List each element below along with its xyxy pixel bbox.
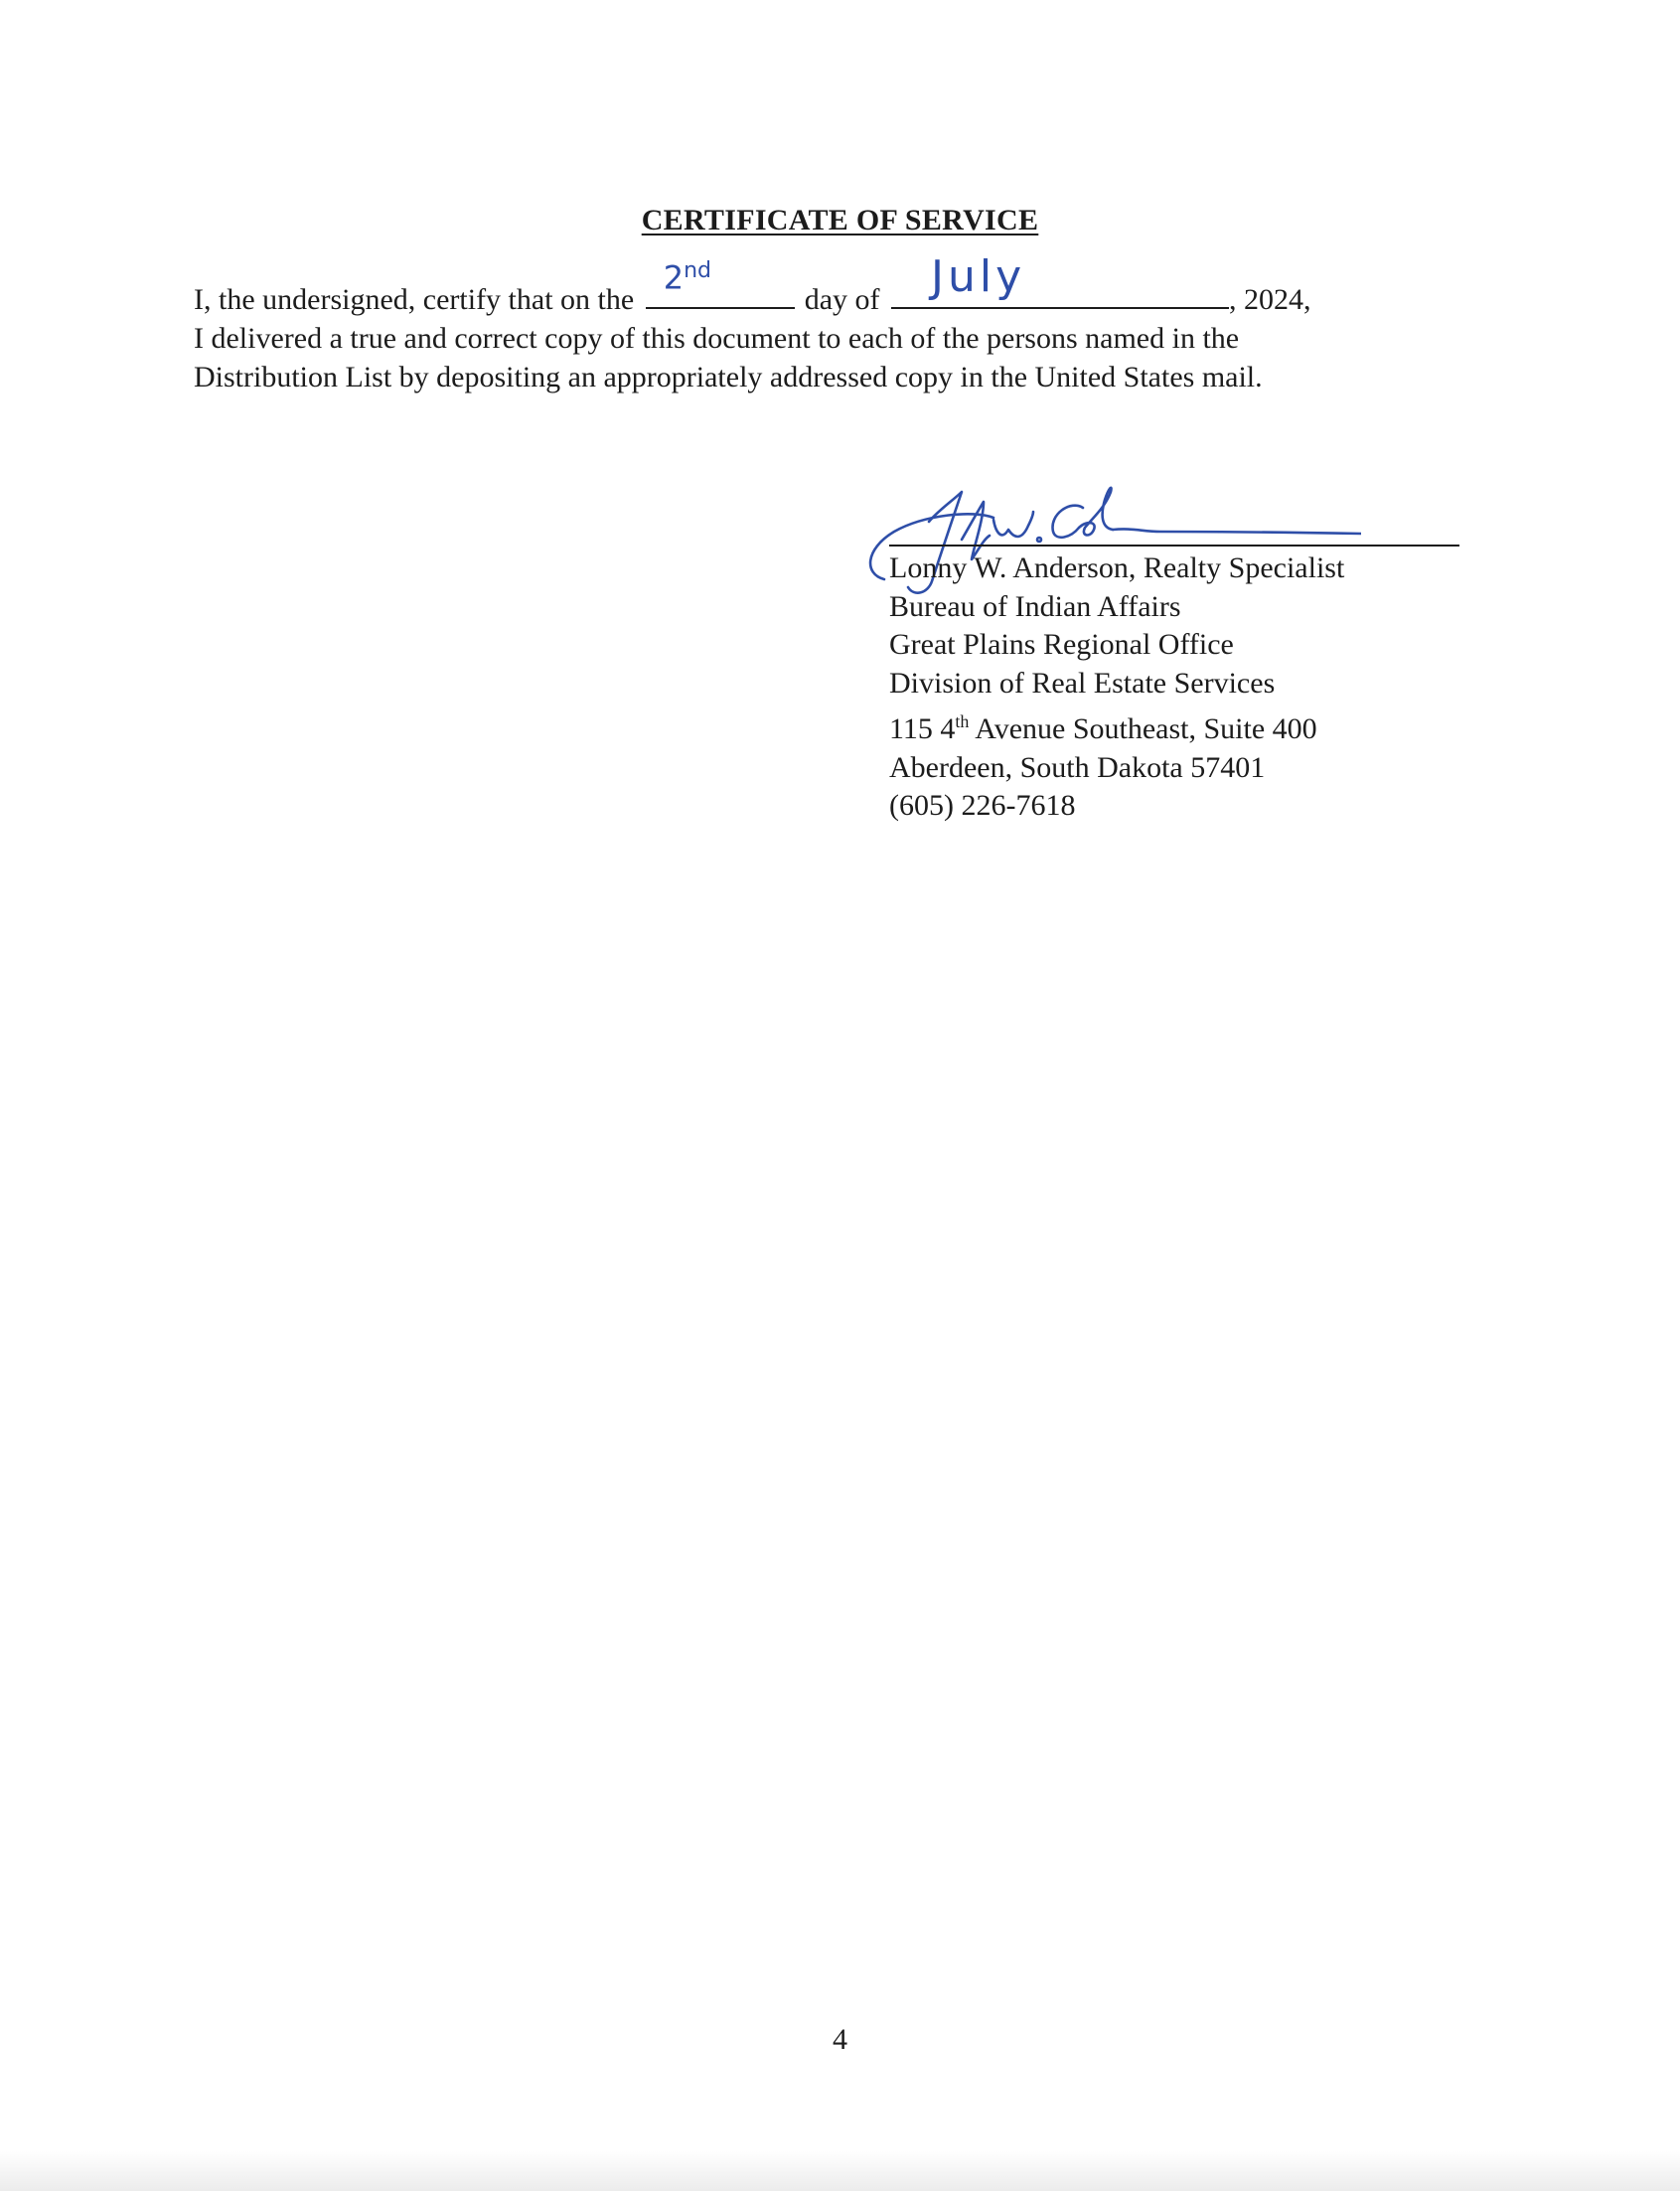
month-blank [891,251,1229,309]
page-number: 4 [833,2023,847,2056]
certificate-line-1 [194,251,1446,319]
signatory-name-title: Lonny W. Anderson, Realty Specialist [889,551,1345,584]
signatory-phone: (605) 226-7618 [889,789,1076,822]
signatory-agency: Bureau of Indian Affairs [889,589,1181,623]
line1-year: , 2024, [1229,283,1311,316]
certificate-body [194,251,1446,396]
certificate-line-3: Distribution List by depositing an appropriately addressed copy in the United States mail. [194,361,1263,393]
signatory-city-state-zip: Aberdeen, South Dakota 57401 [889,750,1266,784]
signature-line [889,545,1459,547]
handwritten-month: July [931,251,1026,302]
line1-prefix: I, the undersigned, certify that on the [194,283,635,316]
street-ordinal: th [955,711,970,731]
certificate-title [0,204,1680,237]
signatory-street [889,703,1344,749]
certificate-title-text: CERTIFICATE OF SERVICE [641,204,1039,236]
day-blank [646,258,795,309]
signatory-address [889,549,1344,826]
signatory-division: Division of Real Estate Services [889,666,1276,700]
signatory-office: Great Plains Regional Office [889,628,1234,661]
scan-edge-shadow [0,2151,1680,2191]
street-rest: Avenue Southeast, Suite 400 [969,712,1317,745]
handwritten-day-suffix: nd [684,258,711,283]
certificate-line-2: I delivered a true and correct copy of this document to each of the persons named in the [194,322,1240,355]
handwritten-day [664,251,711,298]
line1-day-of: day of [804,283,880,316]
street-number: 115 4 [889,712,956,745]
handwritten-day-number: 2 [663,258,685,297]
